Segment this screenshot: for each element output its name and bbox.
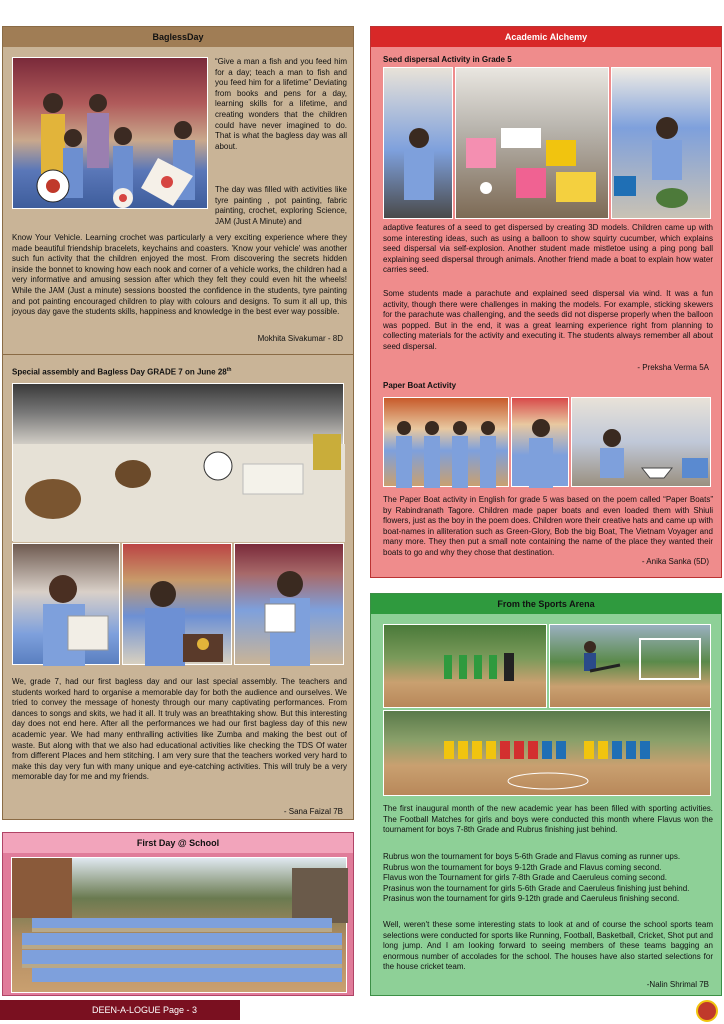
seed-dispersal-subtitle: Seed dispersal Activity in Grade 5 [383, 55, 512, 64]
special-assembly-title: Special assembly and Bagless Day GRADE 7 on June 28th [12, 367, 232, 377]
paper-boat-photo-1 [383, 397, 509, 487]
sports-result-item: Prasinus won the tournament for girls 5-6th Grade and Caeruleus finishing just behind. [383, 883, 690, 893]
academic-alchemy-header: Academic Alchemy [371, 27, 721, 47]
student-fabric-photo [12, 543, 120, 665]
special-assembly-panel [2, 354, 354, 820]
sports-outro-text: Well, weren't these some interesting stats to look at and of course the school sports team selections were conducted for sports like Running, Football, Basketball, Cricket, Shot put and long jump. And I am looking forward to seeing members of these teams bagging an enormous number of accolades for the school. The houses have also started selections for the house cricket team. [383, 920, 713, 972]
students-with-painted-pots-image [13, 58, 209, 210]
seed-dispersal-photo-2 [455, 67, 609, 219]
first-day-panel [2, 832, 354, 996]
special-assembly-author: - Sana Faizal 7B [283, 807, 343, 816]
student-painting-photo [122, 543, 232, 665]
boats-on-desk-image [572, 398, 712, 488]
football-team-photo [383, 624, 547, 708]
sports-result-item: Rubrus won the tournament for boys 5-6th Grade and Flavus coming as runner ups. [383, 852, 681, 861]
painted-pots-photo [12, 383, 344, 541]
kicking-player-image [550, 625, 712, 709]
bagless-activities-text: The day was filled with activities like tyre painting , pot painting, fabric painting, crochet, exploring Science, JAM (Just A Minute) and [215, 185, 347, 226]
girls-with-boats-image [384, 398, 510, 488]
sports-result-item: Flavus won the Tournament for girls 7-8th Grade and Caeruleus coming second. [383, 873, 668, 883]
seed-dispersal-photo-1 [383, 67, 453, 219]
sports-result-item: Prasinus won the tournament for girls 9-12th grade and Caeruleus finishing second. [383, 894, 680, 904]
football-players-image [384, 625, 548, 709]
bagless-author: Mokhita Sivakumar - 8D [257, 334, 343, 343]
seed-models-image [456, 68, 610, 220]
students-desk-image [612, 68, 712, 220]
girl-with-boat-image [512, 398, 570, 488]
paper-boat-subtitle: Paper Boat Activity [383, 381, 457, 390]
seed-dispersal-author: - Preksha Verma 5A [637, 363, 709, 372]
student-image-1 [13, 544, 121, 666]
paper-boat-photo-3 [571, 397, 711, 487]
special-assembly-text: We, grade 7, had our first bagless day and our last special assembly. The teachers and students worked hard to organise a memorable day for both the audience and ourselves. We tried to convey the message of honesty through our many captivating performances. From dances to songs and skits, we had it all. It truly was an breathtaking show. But this interesting day does not end here. After all the performances we had our first bagless day of this new academic year. We had many enthralling activities like Zumba and making the best out of waste. But along with that we also had educational activities like checking the TDS Of water from different Places and hem stitching. I am very sure that the teachers worked very hard to make this day very fun with many unique and eye-catching activities. This will truly be a very memorable day for me and my friends. [12, 677, 347, 782]
seed-dispersal-text-2: Some students made a parachute and explained seed dispersal via wind. It was a fun activity, though there were challenges in making the models. For example, sticking skewers for the parachute was challenging, and the seeds did not disperse properly when the balloon was popped. But in the end, it was a great learning experience right from planning to collecting materials for the activity and executing it. The students always remember all about seed dispersal. [383, 289, 713, 351]
goalkeeper-photo [549, 624, 711, 708]
bagless-day-panel [2, 26, 354, 368]
sports-group-photo [383, 710, 711, 796]
sports-result-item: Rubrus won the tournament for boys 9-12th Grade and Flavus coming second. [383, 862, 662, 872]
students-assembly-image [12, 858, 348, 994]
sports-intro-text: The first inaugural month of the new academic year has been filled with sporting activities. The Football Matches for girls and boys were conducted this month where Flavus won the tournament for boys 7-8th Grade and Rubrus finishing just behind. [383, 804, 713, 835]
paper-boat-author: - Anika Sanka (5D) [641, 557, 709, 566]
student-image-3 [235, 544, 345, 666]
bagless-day-header: BaglessDay [3, 27, 353, 47]
seed-dispersal-photo-3 [611, 67, 711, 219]
school-crest-icon [696, 1000, 718, 1022]
title-superscript: th [226, 367, 232, 373]
sports-author: -Nalin Shrimal 7B [646, 980, 709, 989]
classroom-image [384, 68, 454, 220]
teams-lineup-image [384, 711, 712, 797]
student-card-photo [234, 543, 344, 665]
seed-dispersal-text-1: adaptive features of a seed to get dispersed by creating 3D models. Children came up with some interesting ideas, such as using a balloon to show squirty cucumber, which explains seed dispersal via self-explosion. Another student made mistletoe using a ping pong ball explaining seed dispersal through animals. Another friend made a boat to explain how water carries seed. [383, 223, 713, 275]
craft-table-image [13, 384, 345, 542]
paper-boat-photo-2 [511, 397, 569, 487]
bagless-group-photo [12, 57, 208, 209]
bagless-quote-text: “Give a man a fish and you feed him for a day; teach a man to fish and you feed him for a lifetime” Deviating from books and pens for a day, learning skills for a lifetime, and creating wonders that the children could have never imagined to do. That is what the bagless day was all about. [215, 57, 347, 151]
page-footer [0, 1000, 724, 1024]
sports-arena-panel [370, 593, 722, 996]
academic-alchemy-panel [370, 26, 722, 578]
bagless-body-text: Know Your Vehicle. Learning crochet was particularly a very exciting experience where they made beautiful friendship bracelets, keychains and coasters. 'Know your vehicle' was another such fun activity that the children enjoyed the most. From discovering the secrets hidden inside the bonnet to knowing how each nook and corner of a vehicle works, the children had a very informative and amusing session after which they felt they could even hit the wheels! While the JAM (Just a minute) sessions boosted the confidence in the students, tyre painting and pot painting encouraged children to play with colours and designs. To sum it all up, this joyous day gave the students skills, happiness and knowledge in the best ever way possible. [12, 233, 347, 317]
sports-arena-header: From the Sports Arena [371, 594, 721, 614]
assembly-ground-photo [11, 857, 347, 993]
first-day-header: First Day @ School [3, 833, 353, 853]
sports-results-list [383, 852, 713, 905]
paper-boat-text: The Paper Boat activity in English for grade 5 was based on the poem called “Paper Boats” by Rabindranath Tagore. Children made paper boats and even loaded them with Shiuli flowers, just as the boy in the poem does. Children wore their creative hats and came up with boat-names in alliteration such as Green-Glory, Bob the big Boat, The Vietnam Voyager and many more. They then put a small note containing the name of the place they wanted their boats to go and why they chose that destination. [383, 495, 713, 557]
student-image-2 [123, 544, 233, 666]
footer-page-label: DEEN-A-LOGUE Page - 3 [0, 1000, 240, 1020]
